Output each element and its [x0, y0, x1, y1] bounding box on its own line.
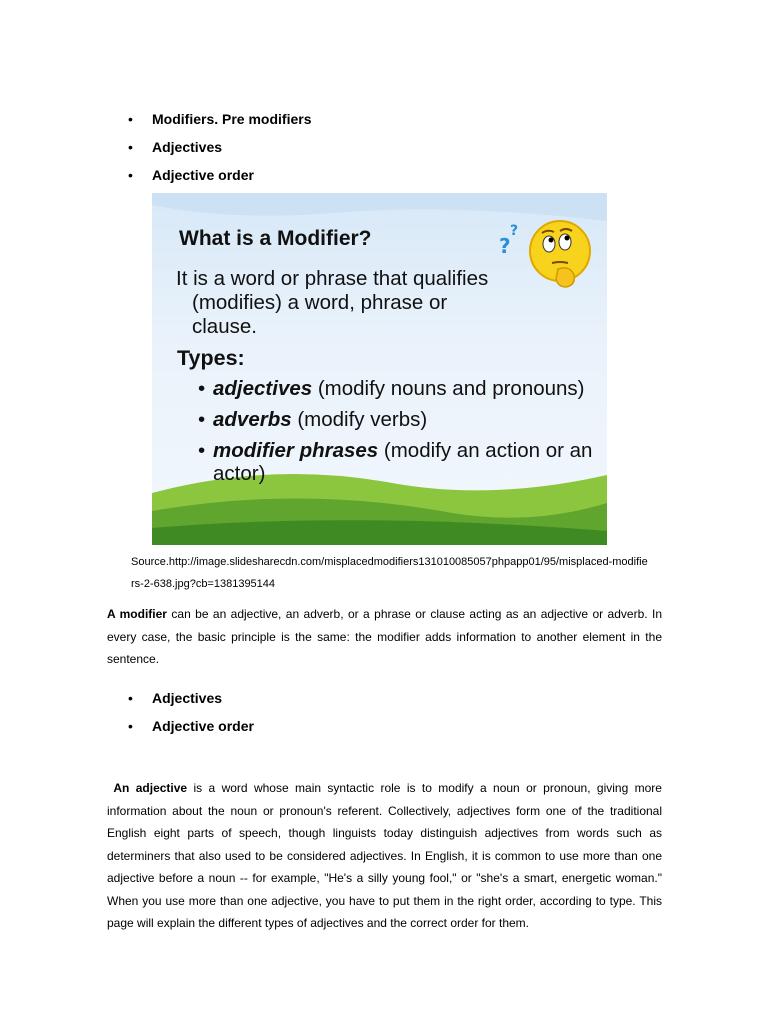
list-item: • Adjectives — [128, 137, 311, 165]
top-bullet-list — [128, 109, 311, 193]
svg-text:?: ? — [499, 234, 511, 258]
type-term: modifier phrases — [213, 439, 379, 462]
definition-line: clause. — [192, 315, 257, 338]
type-description: (modify verbs) — [291, 408, 428, 431]
middle-bullet-list — [128, 688, 254, 744]
list-item: • Adjective order — [128, 716, 254, 744]
type-description: (modify an action or an actor) — [213, 439, 593, 485]
thinking-smiley-icon — [498, 209, 594, 299]
definition-line: It is a word or phrase that qualifies — [176, 267, 489, 290]
slide-types-list — [198, 377, 598, 493]
paragraph-lead: A modifier — [107, 607, 167, 621]
list-item — [198, 377, 598, 400]
modifier-slide-image — [152, 193, 607, 545]
image-source-citation: Source.http://image.slidesharecdn.com/misplacedmodifiers131010085057phpapp01/95/misplaced-modifiers-2-638.jpg?cb=1381395144 — [131, 556, 648, 590]
paragraph-text: can be an adjective, an adverb, or a phrase or clause acting as an adjective or adverb. In every case, the basic principle is the same: the modifier adds information to another element in the sentence. — [107, 607, 662, 666]
paragraph-text: is a word whose main syntactic role is to modify a noun or pronoun, giving more information about the noun or pronoun's referent. Collectively, adjectives form one of the traditional English eight parts of speech, though linguists today distinguish adjectives from words such as determiners that also used to be considered adjectives. In English, it is common to use more than one adjective before a noun -- for example, "He's a silly young fool," or "she's a smart, energetic woman." When you use more than one adjective, you have to put them in the right order, according to type. This page will explain the different types of adjectives and the correct order for them. — [107, 781, 662, 930]
list-item — [198, 439, 598, 485]
definition-line: (modifies) a word, phrase or — [192, 291, 448, 314]
list-item — [198, 408, 598, 431]
list-item: • Adjective order — [128, 165, 311, 193]
type-description: (modify nouns and pronouns) — [312, 377, 585, 400]
slide-title: What is a Modifier? — [179, 227, 372, 250]
paragraph-lead: An adjective — [113, 781, 188, 795]
svg-text:?: ? — [510, 223, 519, 239]
modifier-paragraph — [107, 603, 662, 671]
list-item: • Modifiers. Pre modifiers — [128, 109, 311, 137]
slide-types-heading: Types: — [177, 346, 245, 370]
type-term: adjectives — [213, 377, 313, 400]
type-term: adverbs — [213, 408, 292, 431]
adjective-paragraph — [107, 777, 662, 935]
list-item: • Adjectives — [128, 688, 254, 716]
